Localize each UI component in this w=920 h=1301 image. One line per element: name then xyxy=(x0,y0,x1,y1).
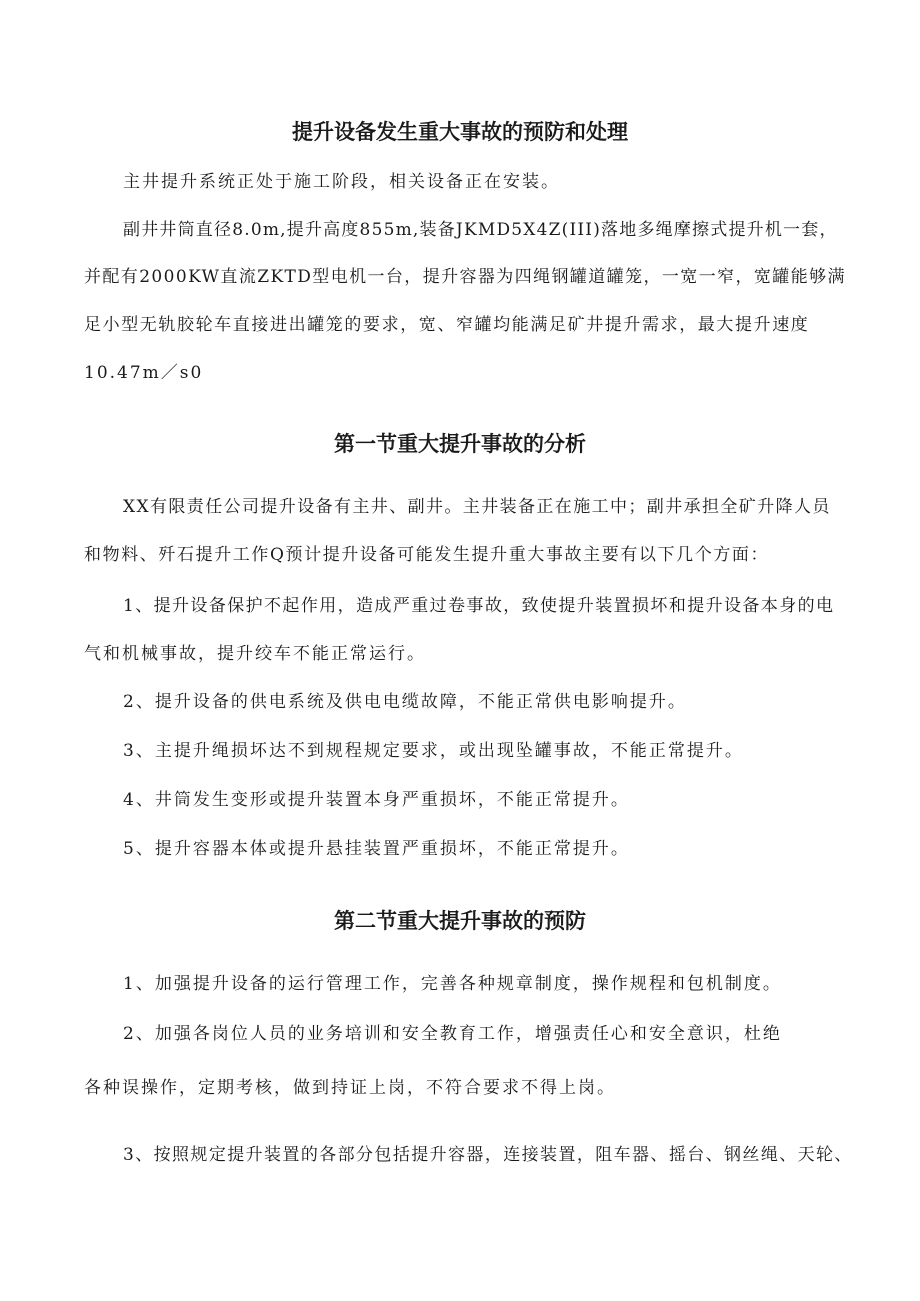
section-2-item-1: 1、加强提升设备的运行管理工作，完善各种规章制度，操作规程和包机制度。 xyxy=(123,974,782,994)
section-1-item-2: 2、提升设备的供电系统及供电电缆故障，不能正常供电影响提升。 xyxy=(123,692,687,712)
section-1-item-4: 4、井筒发生变形或提升装置本身严重损坏，不能正常提升。 xyxy=(123,790,630,810)
intro-paragraph-2-line-4: 10.47m／s0 xyxy=(84,363,204,383)
intro-paragraph-2-line-3: 足小型无轨胶轮车直接进出罐笼的要求，宽、窄罐均能满足矿井提升需求，最大提升速度 xyxy=(84,315,810,335)
document-title: 提升设备发生重大事故的预防和处理 xyxy=(292,120,628,144)
section-2-item-2-line-2: 各种误操作，定期考核，做到持证上岗，不符合要求不得上岗。 xyxy=(84,1078,616,1098)
section-1-item-1-line-2: 气和机械事故，提升绞车不能正常运行。 xyxy=(84,644,426,664)
intro-paragraph-2-line-1: 副井井筒直径8.0m,提升高度855m,装备JKMD5X4Z(III)落地多绳摩擦式提升机一套， xyxy=(123,220,838,240)
section-2-item-2-line-1: 2、加强各岗位人员的业务培训和安全教育工作，增强责任心和安全意识，杜绝 xyxy=(123,1024,782,1044)
section-1-item-3: 3、主提升绳损坏达不到规程规定要求，或出现坠罐事故，不能正常提升。 xyxy=(123,741,744,761)
section-1-item-5: 5、提升容器本体或提升悬挂装置严重损坏，不能正常提升。 xyxy=(123,839,630,859)
section-1-paragraph-line-1: XX有限责任公司提升设备有主井、副井。主井装备正在施工中；副井承担全矿升降人员 xyxy=(123,497,831,517)
intro-paragraph-2-line-2: 并配有2000KW直流ZKTD型电机一台，提升容器为四绳钢罐道罐笼，一宽一窄，宽罐能够满 xyxy=(84,267,846,287)
section-1-heading: 第一节重大提升事故的分析 xyxy=(334,432,586,456)
section-2-item-3: 3、按照规定提升装置的各部分包括提升容器，连接装置，阻车器、摇台、钢丝绳、天轮、 xyxy=(123,1145,853,1165)
intro-paragraph-1: 主井提升系统正处于施工阶段，相关设备正在安装。 xyxy=(123,172,560,192)
section-1-paragraph-line-2: 和物料、歼石提升工作Q预计提升设备可能发生提升重大事故主要有以下几个方面： xyxy=(84,545,770,565)
section-2-heading: 第二节重大提升事故的预防 xyxy=(334,909,586,933)
section-1-item-1-line-1: 1、提升设备保护不起作用，造成严重过卷事故，致使提升装置损坏和提升设备本身的电 xyxy=(123,596,835,616)
